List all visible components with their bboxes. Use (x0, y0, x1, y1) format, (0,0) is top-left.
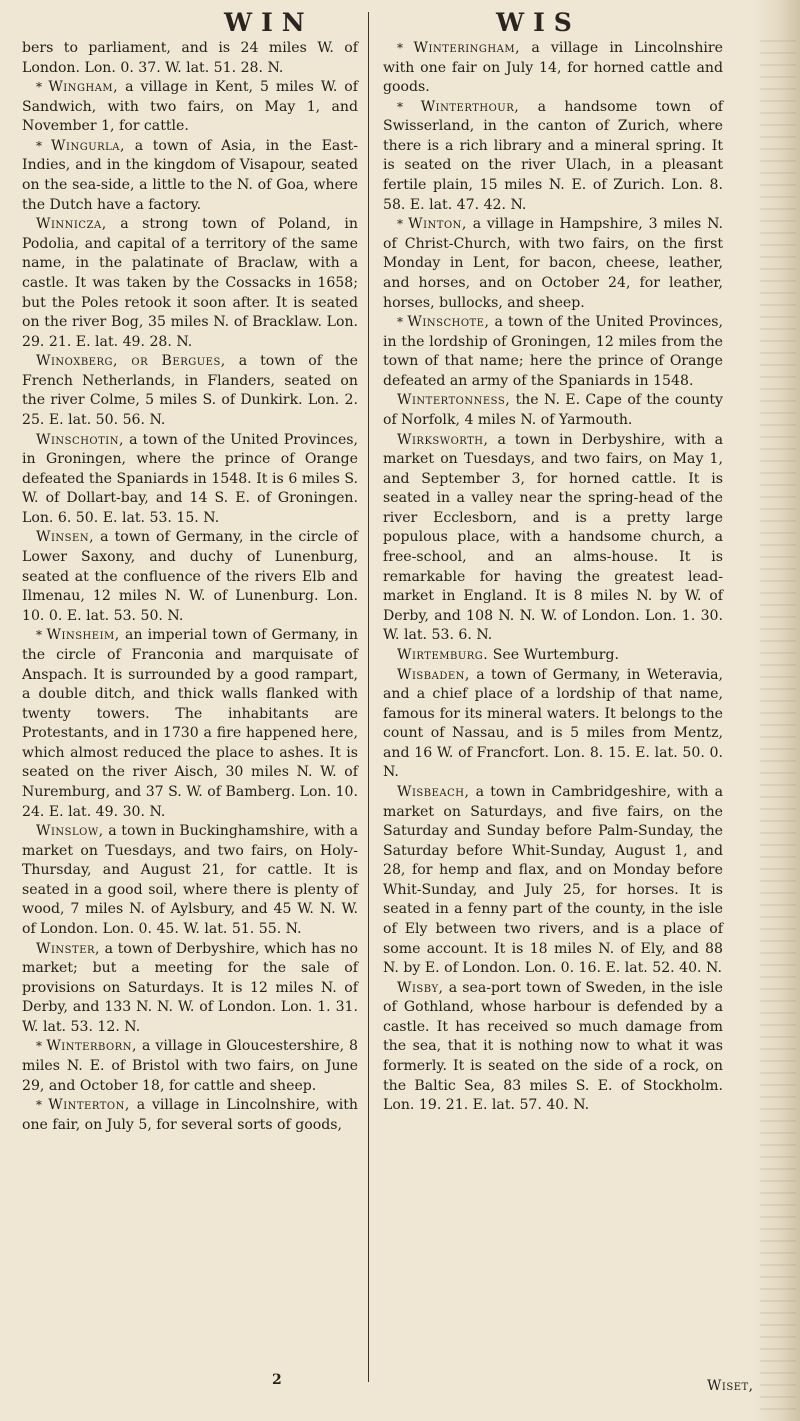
entry-text: a town in Derbyshire, with a market on Tuesdays, and two fairs, on May 1, and September 3, for horned cattle. It is seated in a valley near the spring-head of the river Ecclesborn, and is a pretty large populous place, with a handsome church, a free-school, and an alms-house. It is remarkable for having the greatest lead-market in England. It is 8 miles N. by W. of Derby, and 108 N. N. W. of London. Lon. 1. 30. W. lat. 53. 6. N. (383, 431, 723, 644)
entry-headword: Winster, (36, 940, 101, 957)
entry (383, 313, 723, 391)
entry-headword: Wingurla, (51, 137, 125, 154)
left-column (22, 39, 358, 1135)
entry-headword: Winterthour, (420, 98, 520, 115)
entry-text: a town of the United Provinces, in Groningen, where the prince of Orange defeated the Spaniards in 1548. It is 6 miles S. W. of Dollart-bay, and 14 S. E. of Groningen. Lon. 6. 50. E. lat. 53. 15. N. (22, 431, 359, 526)
running-head-right: WIS (496, 8, 581, 37)
entry-text: bers to parliament, and is 24 miles W. of London. Lon. 0. 37. W. lat. 51. 28. N. (22, 40, 358, 76)
entry (383, 431, 723, 646)
entry (22, 822, 358, 939)
asterisk-mark: * (397, 217, 409, 232)
entry-headword: Winschotin, (36, 431, 124, 448)
entry (383, 979, 723, 1116)
entry-headword: Winteringham, (413, 40, 521, 56)
running-head-left: WIN (224, 8, 314, 37)
entry-text: a town of the French Netherlands, in Flanders, seated on the river Colme, 5 miles S. of Dunkirk. Lon. 2. 25. E. lat. 50. 56. N. (22, 353, 358, 428)
entry-text: a village in Lincolnshire with one fair on July 14, for horned cattle and goods. (383, 40, 723, 96)
entry-text: a town of Germany, in the circle of Lower Saxony, and duchy of Lunenburg, seated at the confluence of the rivers Elb and Ilmenau, 12 miles N. W. of Lunenburg. Lon. 10. 0. E. lat. 53. 50. N. (22, 529, 359, 624)
entry-headword: Wisby, (397, 979, 444, 996)
signature-mark: 2 (272, 1372, 283, 1388)
entry (22, 352, 358, 430)
asterisk-mark: * (397, 315, 408, 330)
entry-headword: Winslow, (36, 823, 104, 840)
entry (383, 215, 723, 313)
catchword: Wiset, (707, 1378, 754, 1394)
asterisk-mark: * (397, 99, 421, 114)
spine-texture (760, 30, 796, 1410)
entry (22, 528, 358, 626)
entry-headword: Winschote, (407, 314, 490, 331)
asterisk-mark: * (36, 138, 52, 153)
entry (383, 39, 723, 98)
entry (22, 431, 358, 529)
entry (383, 646, 723, 666)
entry (383, 783, 723, 979)
entry (383, 98, 723, 215)
right-column (383, 39, 723, 1116)
entry-text: an imperial town of Germany, in the circle of Franconia and marquisate of Anspach. It is surrounded by a good rampart, a double ditch, and thick walls flanked with twenty towers. The inhabitants are Protestants, and in 1730 a fire happened here, which almost reduced the place to ashes. It is seated on the river Aisch, 30 miles N. W. of Nuremburg, and 37 S. W. of Bamberg. Lon. 10. 24. E. lat. 49. 30. N. (22, 627, 358, 820)
entry (22, 626, 358, 822)
entry-headword: Winoxberg, or Bergues, (36, 353, 226, 370)
entry (22, 137, 358, 215)
entry-text: a town in Cambridgeshire, with a market on Saturdays, and five fairs, on the Saturday and Sunday before Palm-Sunday, the Saturday before Whit-Sunday, August 1, and 28, for hemp and flax, and on Monday before Whit-Sunday, and July 25, for horses. It is seated in a fenny part of the county, in the isle of Ely between two rivers, and is a place of some account. It is 18 miles N. of Ely, and 88 N. by E. of London. Lon. 0. 16. E. lat. 52. 40. N. (383, 783, 723, 977)
entry (22, 1096, 358, 1135)
entry (22, 940, 358, 1038)
asterisk-mark: * (36, 628, 47, 643)
entry (22, 1037, 358, 1096)
asterisk-mark: * (36, 80, 49, 95)
entry-headword: Wirksworth, (397, 431, 489, 448)
entry-text: a village in Hampshire, 3 miles N. of Christ-Church, with two fairs, on the first Monday in Lent, for bacon, cheese, leather, and horses, and on October 24, for leather, horses, bullocks, and sheep. (383, 216, 723, 311)
entry (383, 391, 723, 430)
entry-headword: Winsheim, (46, 627, 120, 644)
entry-text: a sea-port town of Sweden, in the isle of Gothland, whose harbour is defended by a castle. It has received so much damage from the sea, that it is nothing now to what it was formerly. It is seated on the side of a rock, on the Baltic Sea, 83 miles S. E. of Stockholm. Lon. 19. 21. E. lat. 57. 40. N. (383, 979, 723, 1114)
entry-text: See Wurtemburg. (492, 646, 620, 663)
entry-headword: Wingham, (48, 79, 119, 96)
entry (22, 78, 358, 137)
entry-text: a village in Gloucestershire, 8 miles N. E. of Bristol with two fairs, on June 29, and October 18, for cattle and sheep. (22, 1038, 358, 1094)
entry (22, 39, 358, 78)
entry-headword: Wisbaden, (397, 666, 470, 683)
entry-headword: Winsen, (36, 529, 95, 546)
entry-text: a town in Buckinghamshire, with a market on Tuesdays, and two fairs, on Holy-Thursday, and August 21, for cattle. It is seated in a good soil, where there is plenty of wood, 7 miles N. of Aylsbury, and 45 W. N. W. of London. Lon. 0. 45. W. lat. 51. 55. N. (22, 823, 359, 938)
entry-headword: Winnicza, (36, 216, 107, 233)
page-spine-shadow (752, 0, 800, 1421)
asterisk-mark: * (397, 41, 414, 55)
entry-text: a town of the United Provinces, in the lordship of Groningen, 12 miles from the town of that name; here the prince of Orange defeated an army of the Spaniards in 1548. (383, 314, 723, 389)
asterisk-mark: * (36, 1098, 49, 1113)
entry-headword: Wintertonness, (397, 392, 511, 409)
column-divider (368, 12, 369, 1382)
entry-headword: Wisbeach, (397, 783, 470, 800)
entry-text: the N. E. Cape of the county of Norfolk, 4 miles N. of Yarmouth. (383, 392, 723, 428)
entry-headword: Winterborn, (46, 1038, 137, 1055)
entry (22, 215, 358, 352)
entry-headword: Winterton, (48, 1097, 130, 1114)
entry-text: a town of Asia, in the East-Indies, and in the kingdom of Visapour, seated on the sea-side, a little to the N. of Goa, where the Dutch have a factory. (22, 137, 358, 213)
entry-text: a town of Germany, in Weteravia, and a chief place of a lordship of that name, famous for its mineral waters. It belongs to the count of Nassau, and is 5 miles from Mentz, and 16 W. of Francfort. Lon. 8. 15. E. lat. 50. 0. N. (383, 666, 723, 781)
asterisk-mark: * (36, 1039, 47, 1054)
entry-headword: Winton, (408, 216, 467, 233)
entry-text: a town of Derbyshire, which has no market; but a meeting for the sale of provisions on Saturdays. It is 12 miles N. of Derby, and 133 N. N. W. of London. Lon. 1. 31. W. lat. 53. 12. N. (22, 940, 359, 1035)
entry-text: a strong town of Poland, in Podolia, and capital of a territory of the same name, in the palatinate of Braclaw, with a castle. It was taken by the Cossacks in 1658; but the Poles retook it soon after. It is seated on the river Bog, 35 miles N. of Bracklaw. Lon. 29. 21. E. lat. 49. 28. N. (22, 216, 359, 350)
entry-text: a handsome town of Swisserland, in the canton of Zurich, where there is a rich library and a mineral spring. It is seated on the river Ulach, in a pleasant fertile plain, 15 miles N. E. of Zurich. Lon. 8. 58. E. lat. 47. 42. N. (383, 98, 723, 213)
entry-text: a village in Lincolnshire, with one fair, on July 5, for several sorts of goods, (22, 1097, 358, 1133)
entry (383, 666, 723, 783)
entry-text: a village in Kent, 5 miles W. of Sandwich, with two fairs, on May 1, and November 1, for cattle. (22, 79, 358, 135)
entry-headword: Wirtemburg. (397, 646, 489, 663)
